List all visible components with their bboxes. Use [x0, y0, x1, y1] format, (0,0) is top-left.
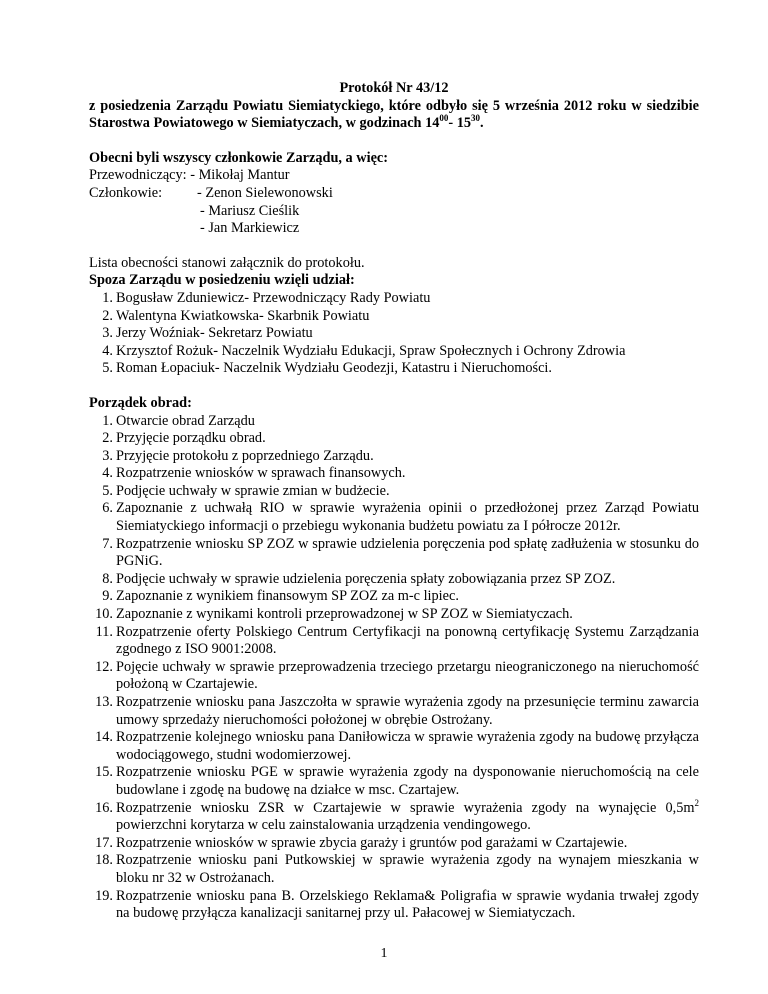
list-item: 5. Roman Łopaciuk- Naczelnik Wydziału Geodezji, Katastru i Nieruchomości. — [102, 360, 552, 377]
members-label: Członkowie: — [89, 184, 163, 201]
chair-label: Przewodniczący: — [89, 167, 187, 184]
list-item: 19. Rozpatrzenie wniosku pana B. Orzelskiego Reklama& Poligrafia w sprawie wydania trwałej zgody na budowę przyłącza kanalizacji sanitarnej przy ul. Pałacowej w Siemiatyczach. — [95, 887, 699, 922]
agenda-list — [89, 413, 699, 923]
list-item: 10. Zapoznanie z wynikami kontroli przeprowadzonej w SP ZOZ w Siemiatyczach. — [95, 606, 573, 623]
subtitle-end: . — [480, 115, 484, 132]
present-heading: Obecni byli wszyscy członkowie Zarządu, a więc: — [89, 149, 389, 166]
list-item: 2. Przyjęcie porządku obrad. — [102, 430, 266, 447]
attendance-note: Lista obecności stanowi załącznik do protokołu. — [89, 254, 365, 271]
list-item: 9. Zapoznanie z wynikiem finansowym SP ZOZ za m-c lipiec. — [102, 588, 459, 605]
list-item: 1. Otwarcie obrad Zarządu — [102, 412, 255, 429]
list-item: 5. Podjęcie uchwały w sprawie zmian w budżecie. — [102, 482, 390, 499]
list-item: 7. Rozpatrzenie wniosku SP ZOZ w sprawie udzielenia poręczenia pod spłatę zadłużenia w stosunku do PGNiG. — [102, 535, 699, 570]
list-item: 1. Bogusław Zduniewicz- Przewodniczący Rady Powiatu — [102, 289, 431, 306]
list-item: 15. Rozpatrzenie wniosku PGE w sprawie wyrażenia zgody na dysponowanie nieruchomością na cele budowlane i zgodę na budowę na działce w msc. Czartajew. — [95, 764, 699, 798]
member-row-3 — [89, 220, 699, 238]
subtitle-sup2: 30 — [471, 113, 481, 124]
list-item: 3. Jerzy Woźniak- Sekretarz Powiatu — [102, 325, 313, 342]
list-item: 2. Walentyna Kwiatkowska- Skarbnik Powiatu — [102, 307, 370, 324]
list-item: 18. Rozpatrzenie wniosku pani Putkowskiej w sprawie wyrażenia zgody na wynajem mieszkania w bloku nr 32 w Ostrożanach. — [95, 852, 699, 886]
list-item: 17. Rozpatrzenie wniosków w sprawie zbycia garaży i gruntów pod garażami w Czartajewie. — [95, 834, 628, 851]
document-title: Protokół Nr 43/12 — [339, 80, 449, 96]
chair-name: - Mikołaj Mantur — [190, 167, 290, 184]
document-subtitle — [89, 98, 699, 133]
guests-heading: Spoza Zarządu w posiedzeniu wzięli udział: — [89, 272, 355, 289]
list-item: 4. Rozpatrzenie wniosków w sprawach finansowych. — [102, 465, 406, 482]
subtitle-main: z posiedzenia Zarządu Powiatu Siemiatyckiego, które odbyło się 5 września 2012 roku w siedzibie Starostwa Powiatowego w Siemiatyczach, w godzinach 14 — [89, 97, 699, 132]
list-item: 13. Rozpatrzenie wniosku pana Jaszczołta w sprawie wyrażenia zgody na przesunięcie terminu zawarcia umowy sprzedaży nieruchomości położonej w obrębie Ostrożany. — [95, 694, 699, 728]
list-item: 8. Podjęcie uchwały w sprawie udzielenia poręczenia spłaty zobowiązania przez SP ZOZ. — [102, 570, 616, 587]
member-1: - Zenon Sielewonowski — [197, 184, 333, 201]
list-item: 11. Rozpatrzenie oferty Polskiego Centrum Certyfikacji na ponowną certyfikację Systemu Zarządzania zgodnego z ISO 9001:2008. — [95, 623, 699, 658]
guests-list — [89, 290, 699, 378]
member-row-2 — [89, 203, 699, 221]
subtitle-sup1: 00 — [439, 113, 449, 124]
list-item: 4. Krzysztof Rożuk- Naczelnik Wydziału Edukacji, Spraw Społecznych i Ochrony Zdrowia — [102, 342, 626, 359]
chair-row — [89, 167, 699, 185]
agenda-heading: Porządek obrad: — [89, 394, 192, 411]
list-item: 6. Zapoznanie z uchwałą RIO w sprawie wyrażenia opinii o przedłożonej przez Zarząd Powiatu Siemiatyckiego informacji o przebiegu wykonania budżetu powiatu za I półrocze 2012r. — [102, 500, 699, 535]
list-item: 14. Rozpatrzenie kolejnego wniosku pana Daniłowicza w sprawie wyrażenia zgody na budowę przyłącza wodociągowego, studni wodomierzowej. — [95, 729, 699, 763]
members-row — [89, 185, 699, 203]
page-number: 1 — [380, 946, 388, 961]
subtitle-mid: - 15 — [448, 115, 472, 132]
document-page — [89, 80, 699, 923]
list-item: 16. Rozpatrzenie wniosku ZSR w Czartajewie w sprawie wyrażenia zgody na wynajęcie $0,5m^2$ powierzchni korytarza w celu zainstalowania urządzenia vendingowego. — [95, 797, 699, 834]
member-3: - Jan Markiewicz — [200, 220, 300, 237]
list-item: 12. Pojęcie uchwały w sprawie przeprowadzenia trzeciego przetargu nieograniczonego na nieruchomość położoną w Czartajewie. — [95, 658, 699, 693]
member-2: - Mariusz Cieślik — [200, 202, 300, 219]
list-item: 3. Przyjęcie protokołu z poprzedniego Zarządu. — [102, 447, 374, 464]
